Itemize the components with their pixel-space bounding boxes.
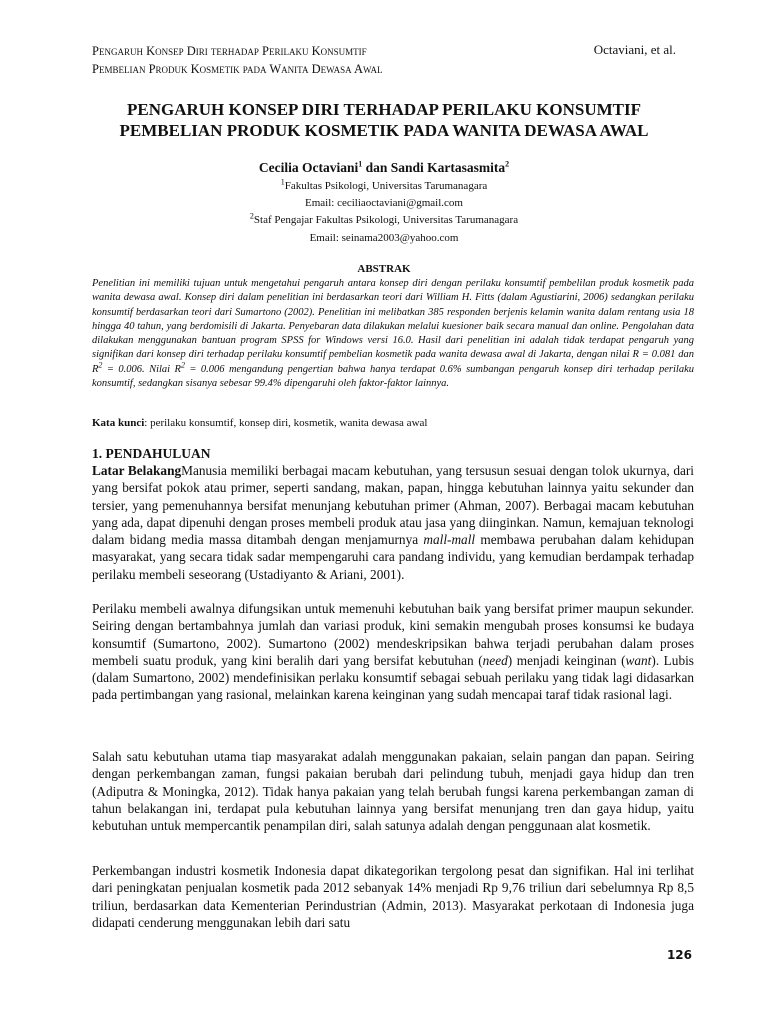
paper-title (60, 99, 708, 141)
running-author: Octaviani, et al. (593, 42, 676, 57)
affiliation-2 (60, 212, 708, 228)
superscript: 2 (180, 360, 185, 370)
abstract-heading: ABSTRAK (357, 263, 411, 275)
body-paragraph-1 (92, 462, 694, 583)
author-name: Cecilia Octaviani (258, 160, 359, 175)
paper-title-line-1: PENGARUH KONSEP DIRI TERHADAP PERILAKU KONSUMTIF (127, 100, 641, 119)
running-title-line-2: Pembelian Produk Kosmetik pada Wanita Dewasa Awal (92, 62, 383, 76)
body-text: Perilaku membeli awalnya difungsikan untuk memenuhi kebutuhan baik yang bersifat primer maupun sekunder. Seiring dengan bertambahnya jumlah dan variasi produk, kini semakin mengubah proses konsumsi ke budaya konsumtif (Sumartono, 2002). Sumartono (2002) mendeskripsikan bahwa terjadi perubahan dalam proses membeli suatu produk, yang kini beralih dari yang bersifat kebutuhan ( (92, 601, 694, 668)
page-number: 126 (666, 948, 692, 962)
emphasis: mall-mall (423, 532, 476, 548)
affil-text: Staf Pengajar Fakultas Psikologi, Universitas Tarumanagara (253, 214, 519, 226)
abstract-text-part: Penelitian ini memiliki tujuan untuk mengetahui pengaruh antara konsep diri dengan perilaku konsumtif pembelilan produk kosmetik pada wanita dewasa awal. Konsep diri dalam penelitian ini berdasarkan teori dari William H. Fitts (dalam Agustiarini, 2006) sedangkan perilaku konsumtif berdasarkan teori dari Sumartono (2002). Penelitian ini melibatkan 385 responden berjenis kelamin wanita dalam rentang usia 18 hingga 40 tahun, yang berdomisili di Jakarta. Penyebaran data dilakukan melalui kuesioner baik secara manual dan online. Pengolahan data dilakukan menggunakan bantuan program SPSS for Windows versi 16.0. Hasil dari penelitian ini adalah tidak terdapat pengaruh yang signifikan dari konsep diri terhadap perilaku konsumtif pembelian kosmetik pada wanita dewasa awal di Jakarta, dengan nilai R = 0.081 dan R (92, 278, 694, 375)
section-heading: 1. PENDAHULUAN (92, 446, 211, 461)
author-name: Sandi Kartasasmita (390, 160, 506, 175)
body-paragraph-4: Perkembangan industri kosmetik Indonesia dapat dikategorikan tergolong pesat dan signifikan. Hal ini terlihat dari peningkatan penjualan kosmetik pada 2012 sebanyak 14% menjadi Rp 9,76 triliun dari sebelumnya Rp 8,5 triliun, berdasarkan data Kementerian Perindustrian (Admin, 2013). Masyarakat perkotaan di Indonesia juga didapati cenderung menggunakan lebih dari satu (92, 863, 694, 930)
email-1: Email: ceciliaoctaviani@gmail.com (305, 197, 463, 209)
abstract-text-part: = 0.006. Nilai R (102, 363, 181, 375)
abstract-text (92, 277, 694, 391)
affiliation-1 (60, 178, 708, 194)
abstract-text-part: = 0.006 mengandung pengertian bahwa hanya terdapat 0.6% sumbangan pengaruh konsep diri terhadap perilaku konsumtif, sedangkan sisanya sebesar 99.4% dipengaruhi oleh faktor-faktor lainnya. (92, 363, 694, 390)
running-title (92, 42, 676, 78)
emphasis: need (482, 652, 508, 668)
keywords-label: Kata kunci (92, 417, 145, 429)
body-text: Manusia memiliki berbagai macam kebutuhan, yang tersusun sesuai dengan tolok ukurnya, dari yang bersifat pokok atau primer, seperti sandang, makan, papan, hingga kebutuhan lainnya yaitu sekunder dan tersier, yang pemenuhannya bersifat menunjang kebutuhan primer (Ahman, 2007). Berbagai macam kebutuhan yang ada, dapat dipenuhi dengan proses membeli produk atau jasa yang diinginkan. Namun, kemajuan teknologi dalam bidang media massa ditambah dengan menjamurnya (92, 463, 695, 548)
subsection-lead: Latar Belakang (92, 463, 182, 478)
paper-title-line-2: PEMBELIAN PRODUK KOSMETIK PADA WANITA DEWASA AWAL (119, 121, 649, 140)
body-text: ). Lubis (dalam Sumartono, 2002) mendefinisikan perlaku konsumtif sebagai sebuah perilaku yang tidak lagi didasarkan pada pertimbangan yang rasional, melainkan karena keinginan yang sudah mencapai taraf tidak rasional lagi. (92, 652, 694, 703)
affil-marker: 2 (249, 211, 254, 221)
affil-marker: 1 (280, 177, 285, 187)
author-list (60, 160, 708, 176)
author-conjunction: dan (362, 160, 391, 175)
body-paragraph-2 (92, 600, 694, 704)
running-title-line-1: Pengaruh Konsep Diri terhadap Perilaku Konsumtif (92, 44, 367, 58)
author-affil-marker: 1 (358, 159, 363, 169)
email-2: Email: seinama2003@yahoo.com (309, 232, 459, 244)
keywords (92, 417, 694, 429)
body-text: membawa perubahan dalam kehidupan masyarakat, yang secara tidak sadar mempengaruhi cara pandang individu, yang kemudian berdampak terhadap perilaku membeli seseorang (Ustadiyanto & Ariani, 2001). (92, 532, 694, 582)
author-affil-marker: 2 (505, 159, 510, 169)
superscript: 2 (98, 360, 103, 370)
body-paragraph-3: Salah satu kebutuhan utama tiap masyarakat adalah menggunakan pakaian, selain pangan dan papan. Seiring dengan perkembangan zaman, fungsi pakaian berubah dari pelindung tubuh, menjadi gaya hidup dan tren (Adiputra & Moningka, 2012). Tidak hanya pakaian yang telah berubah fungsi karena perkembangan zaman di tahun belakangan ini, terdapat pula kebutuhan lainnya yang bersifat menunjang tren dan gaya hidup, yaitu kebutuhan untuk mempercantik penampilan diri, salah satunya adalah dengan penggunaan alat kosmetik. (92, 749, 694, 834)
affil-text: Fakultas Psikologi, Universitas Tarumanagara (284, 180, 488, 192)
body-text: ) menjadi keinginan ( (507, 652, 626, 668)
emphasis: want (625, 652, 652, 668)
keywords-list: : perilaku konsumtif, konsep diri, kosmetik, wanita dewasa awal (144, 417, 428, 429)
